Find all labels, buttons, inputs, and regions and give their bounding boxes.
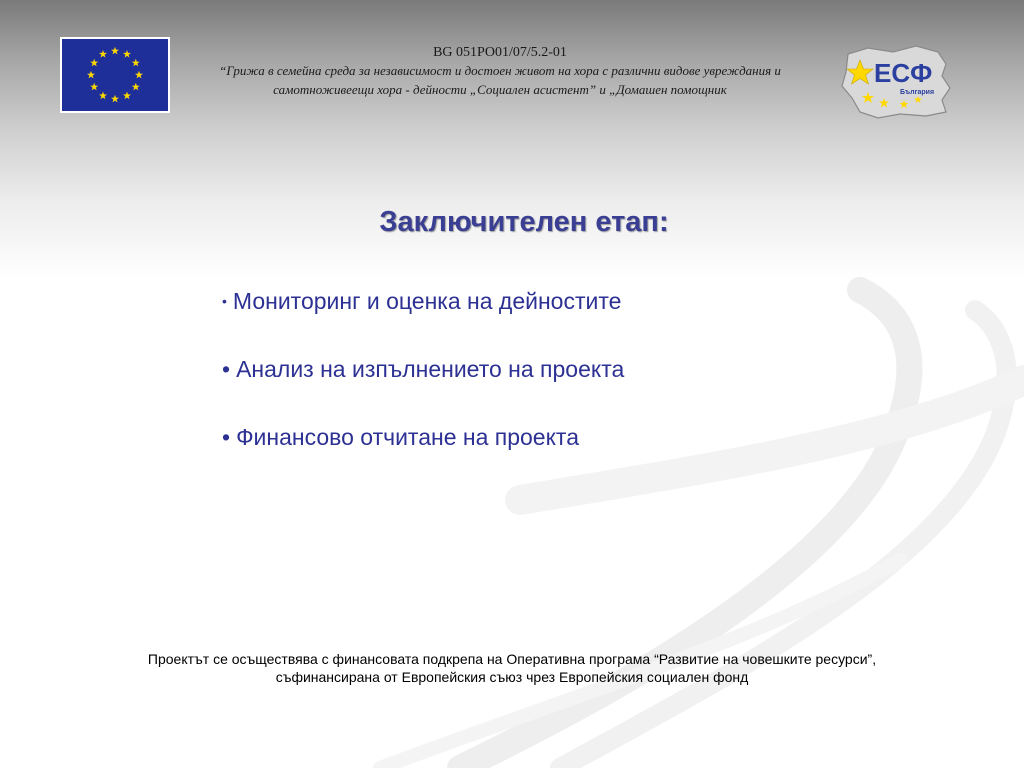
- esf-logo-text: ЕСФ: [874, 58, 933, 88]
- bullet-dot: •: [222, 356, 231, 382]
- project-code: BG 051PO01/07/5.2-01: [433, 45, 567, 60]
- bullet-dot: •: [222, 293, 227, 309]
- bullet-list: [222, 286, 624, 490]
- footer-line-2: съфинансирана от Европейския съюз чрез Европейския социален фонд: [275, 669, 749, 685]
- bullet-text: Финансово отчитане на проекта: [236, 424, 579, 450]
- project-header: [190, 45, 810, 99]
- bullet-dot: •: [222, 424, 231, 450]
- esf-logo: [838, 42, 953, 120]
- footer-line-1: Проектът се осъществява с финансовата подкрепа на Оперативна програма “Развитие на човешките ресурси”,: [147, 651, 877, 667]
- project-title-line-2: самотноживеещи хора - дейности „Социален асистент” и „Домашен помощник: [273, 82, 727, 97]
- bullet-item-2: [222, 354, 624, 384]
- project-title-line-1: “Грижа в семейна среда за независимост и достоен живот на хора с различни видове увреждания и: [219, 63, 781, 78]
- bullet-text: Мониторинг и оценка на дейностите: [232, 288, 622, 314]
- slide-heading: Заключителен етап:: [379, 206, 669, 238]
- esf-logo-country: България: [900, 89, 935, 96]
- bullet-item-1: [222, 286, 624, 316]
- bullet-item-3: [222, 422, 624, 452]
- eu-flag-logo: [60, 37, 170, 113]
- funding-footer: [40, 650, 984, 686]
- bullet-text: Анализ на изпълнението на проекта: [236, 356, 625, 382]
